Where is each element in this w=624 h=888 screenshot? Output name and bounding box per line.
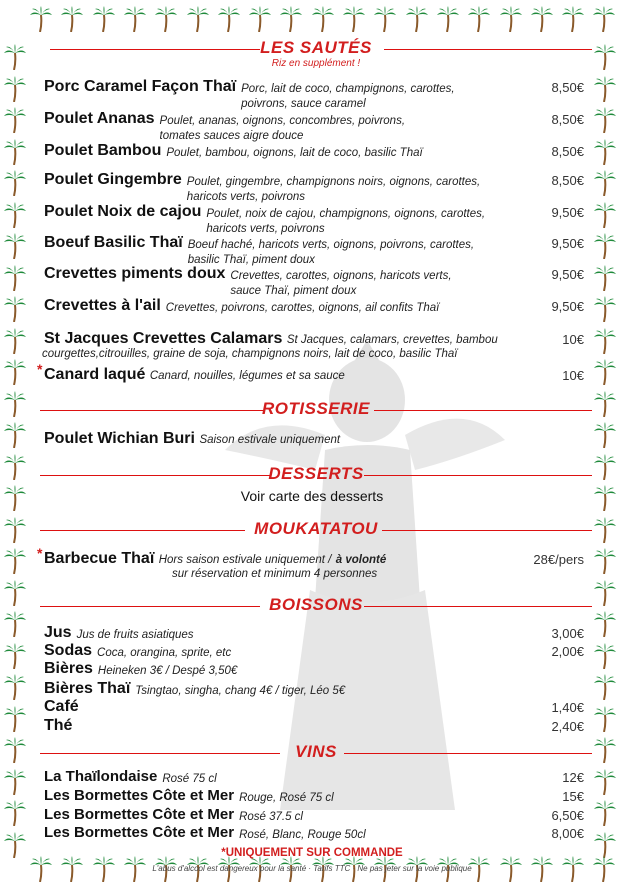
palm-tree-icon	[4, 769, 26, 795]
palm-tree-icon	[4, 674, 26, 700]
section-title: VINS	[295, 742, 337, 761]
palm-tree-icon	[594, 107, 616, 133]
wine-item	[44, 768, 584, 786]
drink-item	[44, 717, 584, 735]
item-name: Thé	[44, 717, 73, 734]
palm-tree-icon	[562, 6, 584, 32]
palm-tree-icon	[594, 296, 616, 322]
palm-tree-icon	[4, 107, 26, 133]
palm-tree-icon	[218, 6, 240, 32]
drink-item	[44, 642, 584, 660]
palm-tree-icon	[594, 674, 616, 700]
palm-tree-icon	[4, 296, 26, 322]
order-only-text: UNIQUEMENT SUR COMMANDE	[225, 847, 403, 859]
palm-tree-icon	[594, 643, 616, 669]
item-desc: Rosé 75 cl	[162, 773, 217, 785]
item-desc-line2: tomates sauces aigre douce	[159, 130, 304, 142]
palm-tree-icon	[155, 6, 177, 32]
palm-tree-icon	[500, 6, 522, 32]
menu-item-poulet-wichian	[44, 430, 584, 448]
palm-tree-icon	[4, 517, 26, 543]
item-desc: St Jacques, calamars, crevettes, bambou	[286, 334, 498, 346]
menu-item	[44, 234, 584, 267]
left-palm-border	[4, 0, 30, 888]
palm-tree-icon	[343, 6, 365, 32]
palm-tree-icon	[437, 6, 459, 32]
item-name: Café	[44, 698, 79, 715]
item-name: Bières	[44, 660, 93, 677]
palm-tree-icon	[4, 139, 26, 165]
palm-tree-icon	[187, 6, 209, 32]
palm-tree-icon	[4, 265, 26, 291]
palm-tree-icon	[93, 6, 115, 32]
palm-tree-icon	[4, 548, 26, 574]
palm-tree-icon	[280, 6, 302, 32]
section-header-boissons	[40, 593, 592, 621]
section-title: DESSERTS	[268, 464, 364, 483]
drink-item	[44, 680, 584, 698]
palm-tree-icon	[4, 454, 26, 480]
item-name: Les Bormettes Côte et Mer	[44, 787, 235, 804]
section-header-vins	[40, 740, 592, 768]
menu-item-barbecue	[37, 545, 584, 580]
palm-tree-icon	[594, 328, 616, 354]
section-title: MOUKATATOU	[254, 519, 378, 538]
palm-tree-icon	[4, 44, 26, 70]
palm-tree-icon	[4, 391, 26, 417]
palm-tree-icon	[594, 611, 616, 637]
item-price: 10€	[562, 368, 584, 383]
item-name: Poulet Noix de cajou	[44, 203, 202, 220]
item-name: Crevettes à l'ail	[44, 297, 161, 314]
palm-tree-icon	[594, 391, 616, 417]
menu-item	[44, 265, 584, 298]
item-name: Crevettes piments doux	[44, 265, 226, 282]
palm-tree-icon	[4, 233, 26, 259]
palm-tree-icon	[4, 643, 26, 669]
item-desc: Crevettes, poivrons, carottes, oignons, ail confits Thaï	[165, 302, 440, 314]
menu-item-stjacques	[44, 330, 584, 360]
menu-item	[44, 203, 584, 236]
palm-tree-icon	[468, 6, 490, 32]
item-name: St Jacques Crevettes Calamars	[44, 330, 283, 347]
palm-tree-icon	[594, 580, 616, 606]
order-star: *	[221, 847, 226, 859]
item-name: Poulet Wichian Buri	[44, 430, 195, 447]
palm-tree-icon	[312, 6, 334, 32]
item-desc: Rouge, Rosé 75 cl	[239, 792, 334, 804]
item-desc: Poulet, ananas, oignons, concombres, poivrons,	[159, 115, 406, 127]
item-desc: Coca, orangina, sprite, etc	[97, 647, 232, 659]
section-subtitle: Riz en supplément !	[271, 58, 361, 69]
item-price: 12€	[562, 770, 584, 785]
item-name: La Thaïlondaise	[44, 768, 158, 785]
palm-tree-icon	[594, 139, 616, 165]
order-star: *	[37, 361, 43, 377]
section-header-desserts	[40, 462, 592, 490]
item-price: 1,40€	[551, 700, 584, 715]
item-desc: Tsingtao, singha, chang 4€ / tiger, Léo 5€	[135, 685, 346, 697]
palm-tree-icon	[594, 800, 616, 826]
palm-tree-icon	[4, 800, 26, 826]
palm-tree-icon	[594, 422, 616, 448]
palm-tree-icon	[4, 359, 26, 385]
palm-tree-icon	[61, 6, 83, 32]
menu-item	[44, 171, 584, 204]
item-price: 6,50€	[551, 808, 584, 823]
top-palm-border	[30, 0, 594, 40]
desserts-note: Voir carte des desserts	[240, 488, 384, 504]
item-name: Les Bormettes Côte et Mer	[44, 806, 235, 823]
palm-tree-icon	[593, 6, 615, 32]
item-price: 9,50€	[551, 205, 584, 220]
wine-item	[44, 824, 584, 842]
palm-tree-icon	[594, 548, 616, 574]
item-name: Les Bormettes Côte et Mer	[44, 824, 235, 841]
palm-tree-icon	[4, 328, 26, 354]
palm-tree-icon	[4, 706, 26, 732]
wine-item	[44, 806, 584, 824]
item-price: 8,00€	[551, 826, 584, 841]
item-price: 8,50€	[551, 173, 584, 188]
item-name: Porc Caramel Façon Thaï	[44, 78, 237, 95]
menu-item	[44, 297, 584, 315]
section-header-moukatatou	[40, 517, 592, 545]
item-name: Poulet Bambou	[44, 142, 162, 159]
item-price: 9,50€	[551, 299, 584, 314]
palm-tree-icon	[594, 706, 616, 732]
item-desc: Rosé, Blanc, Rouge 50cl	[239, 829, 366, 841]
palm-tree-icon	[594, 769, 616, 795]
palm-tree-icon	[4, 76, 26, 102]
menu-item	[44, 78, 584, 111]
item-name: Boeuf Basilic Thaï	[44, 234, 183, 251]
menu-item-canard	[37, 361, 584, 384]
item-desc-line2: courgettes,citrouilles, graine de soja, champignons noirs, lait de coco, basilic Thaï	[42, 348, 458, 360]
item-price: 8,50€	[551, 144, 584, 159]
wine-item	[44, 787, 584, 805]
item-desc-line2: poivrons, sauce caramel	[241, 98, 366, 110]
item-desc: Rosé 37.5 cl	[239, 811, 303, 823]
item-price: 10€	[562, 332, 584, 347]
item-desc: Poulet, noix de cajou, champignons, oignons, carottes,	[206, 208, 486, 220]
palm-tree-icon	[124, 6, 146, 32]
item-name: Bières Thaï	[44, 680, 131, 697]
section-title: ROTISSERIE	[262, 399, 370, 418]
item-desc-line2: sauce Thaï, piment doux	[230, 285, 357, 297]
item-desc-line2: basilic Thaï, piment doux	[187, 254, 315, 266]
item-desc: Poulet, bambou, oignons, lait de coco, basilic Thaï	[166, 147, 423, 159]
item-price: 2,40€	[551, 719, 584, 734]
item-name: Canard laqué	[44, 366, 146, 383]
item-desc: Canard, nouilles, légumes et sa sauce	[149, 370, 345, 382]
item-desc-bold: à volonté	[335, 554, 387, 566]
palm-tree-icon	[594, 454, 616, 480]
palm-tree-icon	[4, 737, 26, 763]
right-palm-border	[594, 0, 620, 888]
order-star: *	[37, 545, 43, 561]
item-price: 15€	[562, 789, 584, 804]
item-desc-line2: haricots verts, poivrons	[206, 223, 325, 235]
palm-tree-icon	[4, 422, 26, 448]
item-desc: Jus de fruits asiatiques	[76, 629, 194, 641]
drink-item	[44, 624, 584, 642]
item-price: 3,00€	[551, 626, 584, 641]
item-price: 2,00€	[551, 644, 584, 659]
palm-tree-icon	[374, 6, 396, 32]
palm-tree-icon	[406, 6, 428, 32]
item-name: Sodas	[44, 642, 93, 659]
item-desc: Poulet, gingembre, champignons noirs, oignons, carottes,	[186, 176, 481, 188]
palm-tree-icon	[594, 233, 616, 259]
palm-tree-icon	[594, 737, 616, 763]
item-desc: Porc, lait de coco, champignons, carottes,	[241, 83, 455, 95]
section-title: LES SAUTÉS	[260, 38, 372, 57]
palm-tree-icon	[594, 517, 616, 543]
item-desc-line2: haricots verts, poivrons	[186, 191, 306, 203]
item-desc: Crevettes, carottes, oignons, haricots verts,	[230, 270, 452, 282]
item-name: Poulet Gingembre	[44, 171, 182, 188]
item-price: 9,50€	[551, 267, 584, 282]
section-header-sautes	[40, 36, 592, 69]
menu-item	[44, 142, 584, 160]
order-only-note	[0, 847, 624, 859]
palm-tree-icon	[4, 170, 26, 196]
item-price: 9,50€	[551, 236, 584, 251]
item-desc: Saison estivale uniquement	[199, 434, 341, 446]
item-desc: Hors saison estivale uniquement /	[158, 554, 332, 566]
palm-tree-icon	[4, 202, 26, 228]
item-price: 8,50€	[551, 80, 584, 95]
drink-item	[44, 698, 584, 716]
palm-tree-icon	[594, 170, 616, 196]
section-header-rotisserie	[40, 397, 592, 425]
palm-tree-icon	[594, 76, 616, 102]
palm-tree-icon	[594, 359, 616, 385]
palm-tree-icon	[594, 44, 616, 70]
legal-note: L'abus d'alcool est dangereux pour la santé · Tarifs TTC · Ne pas jeter sur la voie publique	[152, 864, 472, 873]
palm-tree-icon	[249, 6, 271, 32]
item-name: Poulet Ananas	[44, 110, 155, 127]
drink-item	[44, 660, 584, 678]
palm-tree-icon	[594, 202, 616, 228]
palm-tree-icon	[594, 265, 616, 291]
item-price: 8,50€	[551, 112, 584, 127]
item-desc-line2: sur réservation et minimum 4 personnes	[172, 568, 378, 580]
section-title: BOISSONS	[269, 595, 363, 614]
item-desc: Boeuf haché, haricots verts, oignons, poivrons, carottes,	[187, 239, 475, 251]
palm-tree-icon	[30, 6, 52, 32]
palm-tree-icon	[4, 611, 26, 637]
palm-tree-icon	[4, 580, 26, 606]
menu-item	[44, 110, 584, 143]
item-name: Barbecue Thaï	[44, 550, 155, 567]
item-name: Jus	[44, 624, 72, 641]
item-price: 28€/pers	[533, 552, 584, 567]
item-desc: Heineken 3€ / Despé 3,50€	[97, 665, 238, 677]
palm-tree-icon	[531, 6, 553, 32]
